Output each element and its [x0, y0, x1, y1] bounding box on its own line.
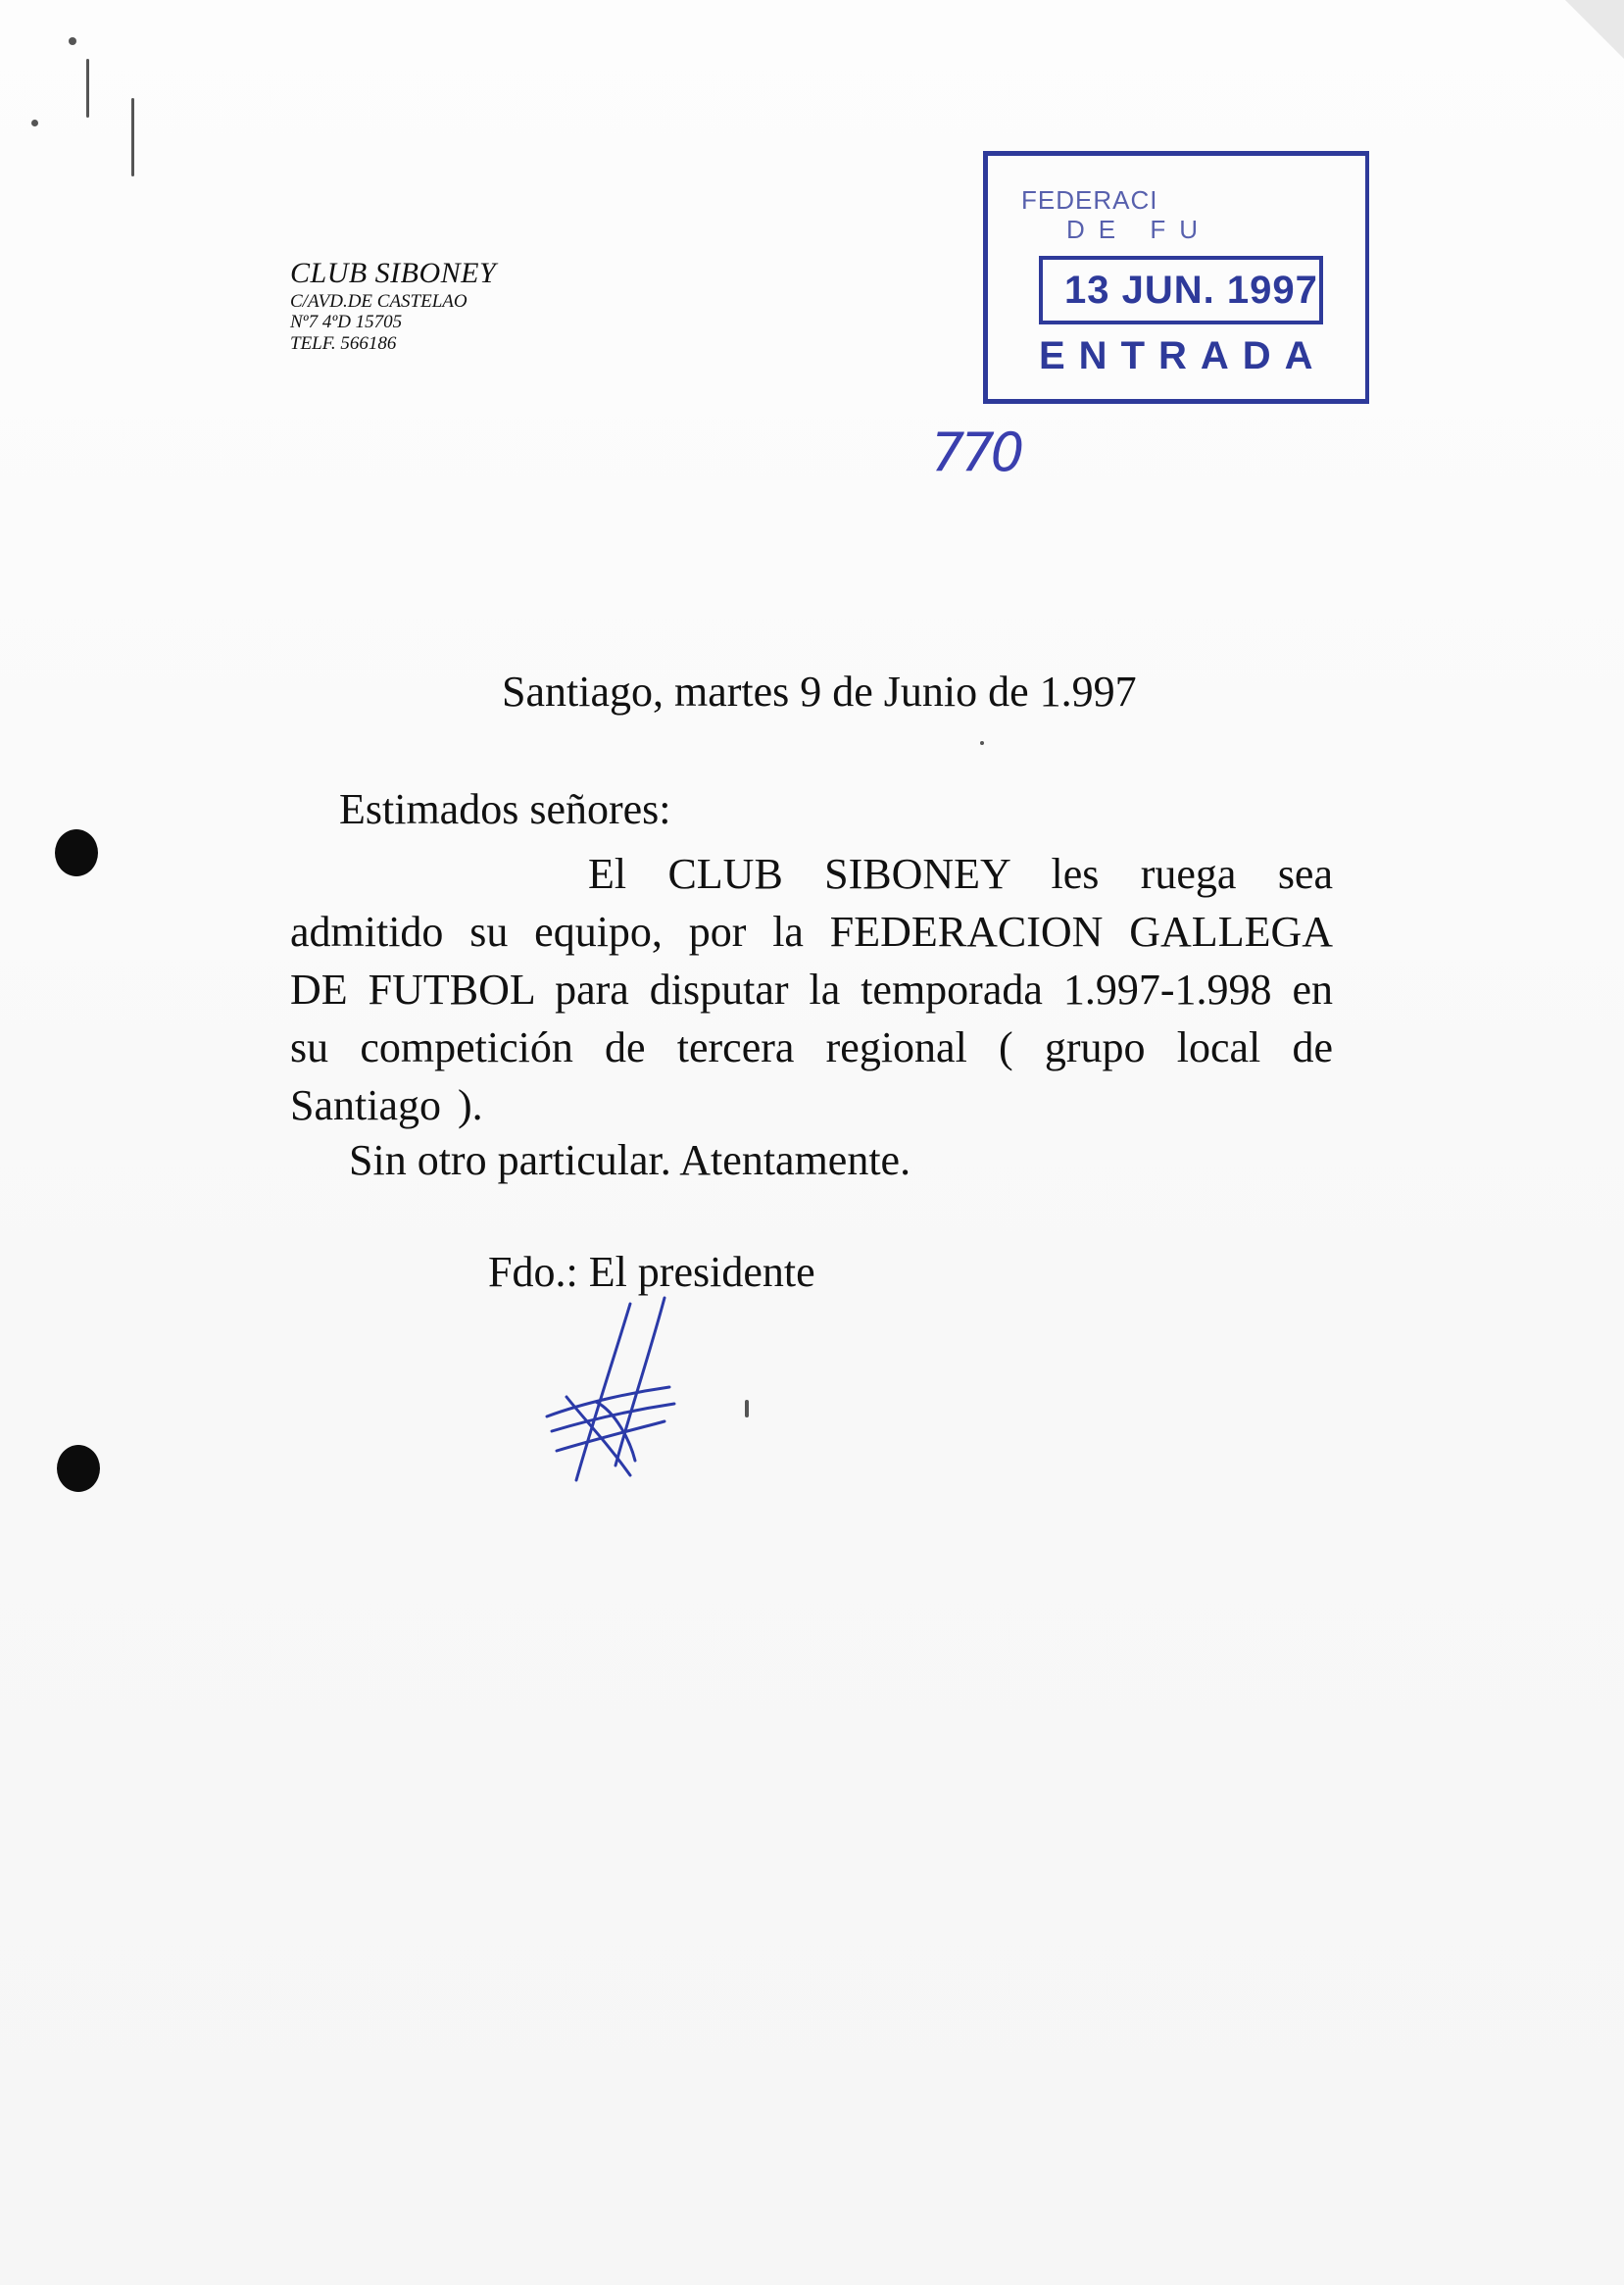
stamp-entrada-label: ENTRADA — [1039, 334, 1327, 377]
stamp-org-line1: FEDERACI — [1021, 185, 1158, 215]
speck — [980, 741, 984, 745]
letter-body: El CLUB SIBONEY les ruega sea admitido su equipo, por la FEDERACION GALLEGA DE FUTBOL para disputar la temporada 1.997-1.998 en su competición de tercera regional ( grupo local de Santiago ). — [290, 850, 1333, 1129]
club-address: C/AVD.DE CASTELAO — [290, 290, 468, 312]
stamp-date: 13 JUN. 1997 — [1039, 256, 1323, 324]
letterhead — [290, 257, 496, 355]
letter-date: Santiago, martes 9 de Junio de 1.997 — [502, 668, 1137, 716]
folded-corner — [1565, 0, 1624, 59]
speck — [86, 59, 89, 118]
punch-hole-bottom — [57, 1445, 100, 1492]
club-phone: TELF. 566186 — [290, 333, 397, 355]
club-name: CLUB SIBONEY — [290, 257, 497, 289]
stamp-org-line2: DE FU — [1066, 215, 1211, 244]
club-number: Nº7 4ºD 15705 — [290, 312, 403, 333]
signature-label: Fdo.: El presidente — [488, 1248, 815, 1296]
handwritten-number: 770 — [931, 422, 1021, 483]
salutation: Estimados señores: — [339, 785, 671, 833]
speck — [131, 98, 134, 176]
speck — [31, 120, 38, 126]
punch-hole-top — [55, 829, 98, 876]
speck — [69, 37, 76, 45]
signature-scribble — [537, 1294, 694, 1490]
closing-line: Sin otro particular. Atentamente. — [349, 1136, 911, 1184]
entry-stamp — [983, 151, 1369, 404]
speck — [745, 1400, 749, 1417]
